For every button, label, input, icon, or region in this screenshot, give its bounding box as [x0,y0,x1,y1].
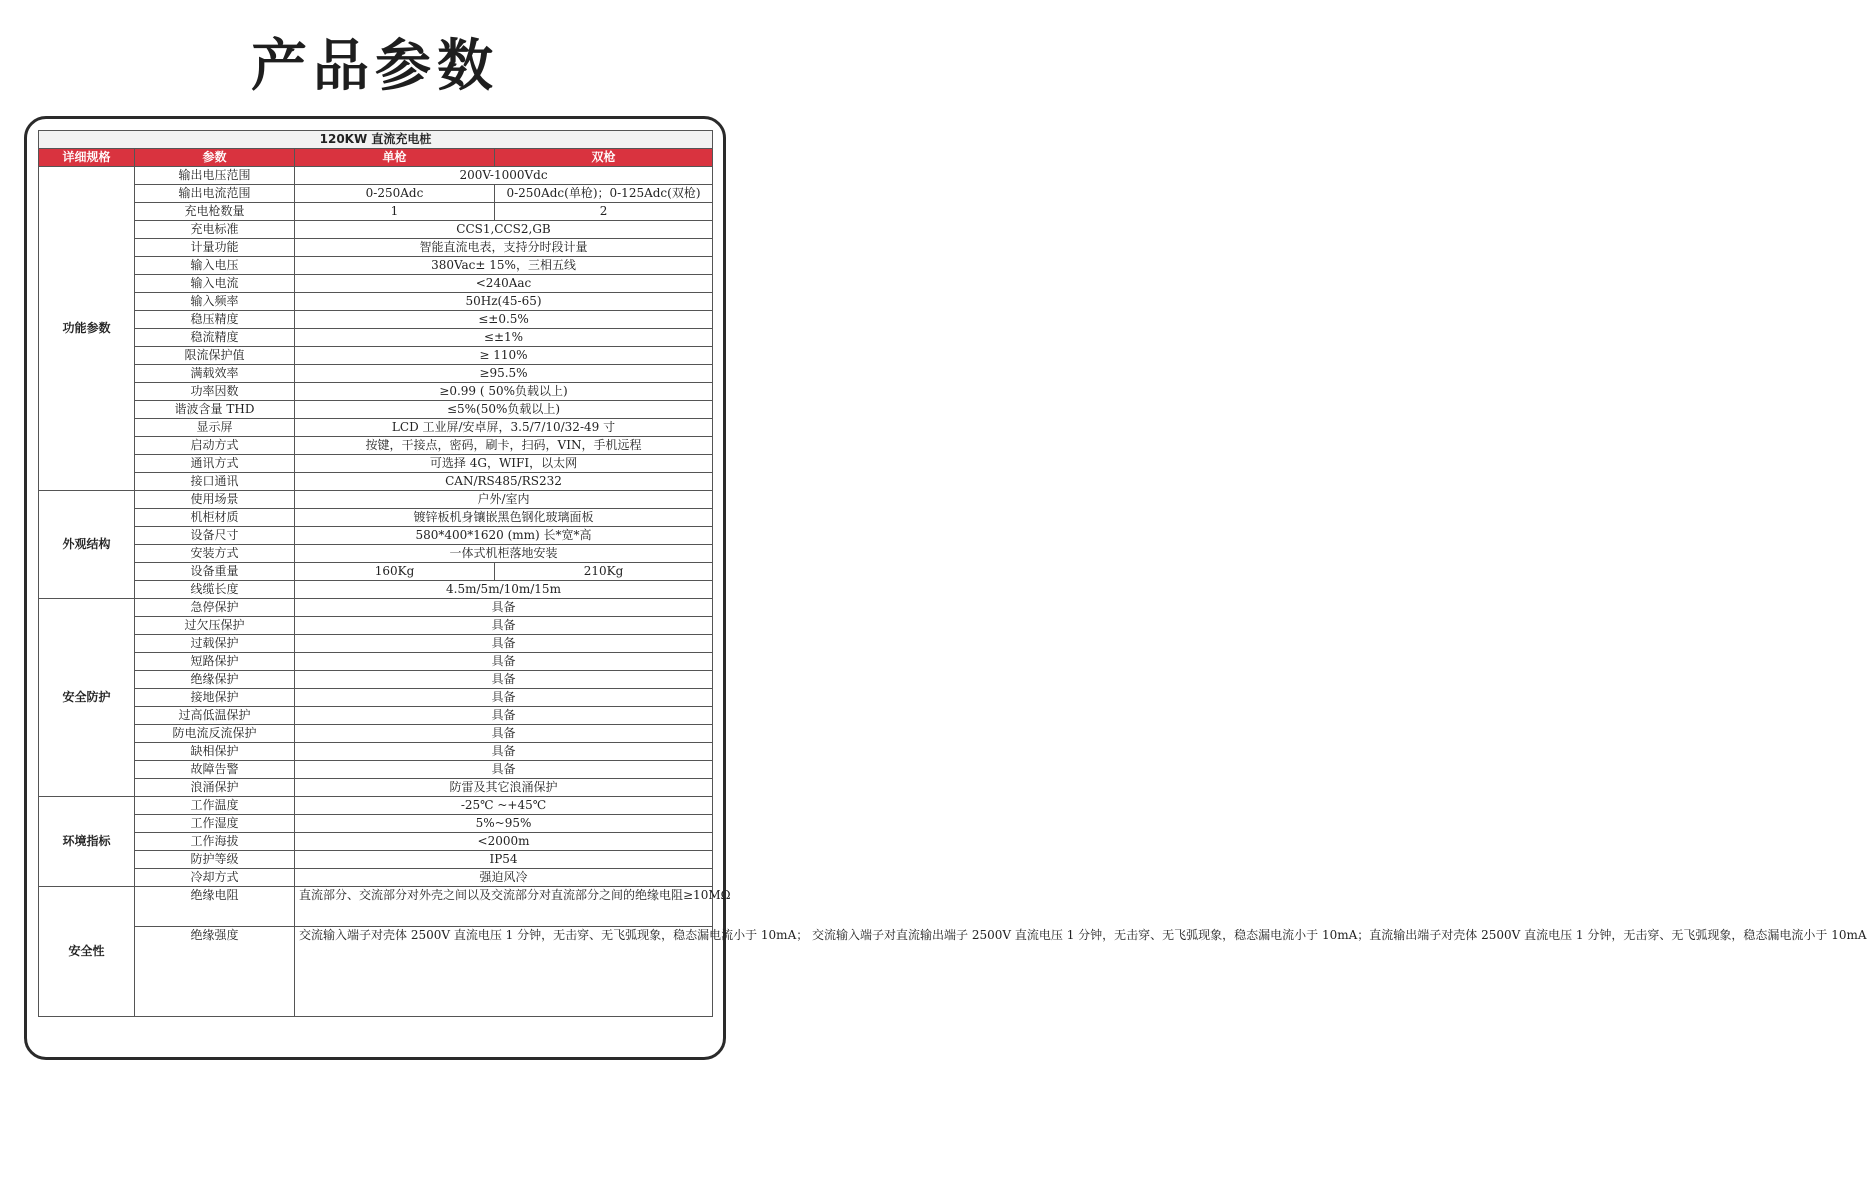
row-label: 谐波含量 THD [135,401,295,419]
row-value-single: 1 [295,203,495,221]
table-row [39,455,713,473]
row-label: 过载保护 [135,635,295,653]
table-row [39,581,713,599]
table-row [39,869,713,887]
row-label: 工作湿度 [135,815,295,833]
table-row [39,635,713,653]
row-value-dual: 0-250Adc(单枪)；0-125Adc(双枪) [495,185,713,203]
row-label: 缺相保护 [135,743,295,761]
table-row [39,761,713,779]
table-row [39,743,713,761]
table-row [39,779,713,797]
row-label: 设备重量 [135,563,295,581]
row-label: 过高低温保护 [135,707,295,725]
row-value: 防雷及其它浪涌保护 [295,779,713,797]
table-row [39,437,713,455]
table-row [39,599,713,617]
table-row [39,239,713,257]
row-value-dual: 210Kg [495,563,713,581]
row-label: 接地保护 [135,689,295,707]
row-label: 稳流精度 [135,329,295,347]
row-label: 满载效率 [135,365,295,383]
table-row [39,383,713,401]
row-value: 具备 [295,617,713,635]
table-row [39,275,713,293]
row-label: 输入频率 [135,293,295,311]
section-safety-performance: 安全性 [39,887,135,1017]
row-label: 线缆长度 [135,581,295,599]
row-value: ≤5%(50%负载以上) [295,401,713,419]
row-label: 功率因数 [135,383,295,401]
table-row [39,185,713,203]
row-value: 镀锌板机身镶嵌黑色钢化玻璃面板 [295,509,713,527]
row-value: 具备 [295,599,713,617]
row-value: 强迫风冷 [295,869,713,887]
header-detail: 详细规格 [39,149,135,167]
row-value: 580*400*1620 (mm) 长*宽*高 [295,527,713,545]
row-value: 交流输入端子对壳体 2500V 直流电压 1 分钟，无击穿、无飞弧现象，稳态漏电流小于 10mA； 交流输入端子对直流输出端子 2500V 直流电压 1 分钟，无击穿、无飞弧现象，稳态漏电流小于 10mA；直流输出端子对壳体 2500V 直流电压 1 分钟，无击穿、无飞弧现象，稳态漏电流小于 10mA [295,927,713,1017]
row-label: 过欠压保护 [135,617,295,635]
table-row [39,365,713,383]
row-label: 机柜材质 [135,509,295,527]
row-label: 防电流反流保护 [135,725,295,743]
row-label: 绝缘强度 [135,927,295,1017]
table-row [39,617,713,635]
row-label: 稳压精度 [135,311,295,329]
section-appearance: 外观结构 [39,491,135,599]
row-value: 50Hz(45-65) [295,293,713,311]
row-label: 急停保护 [135,599,295,617]
row-value: 一体式机柜落地安装 [295,545,713,563]
row-value: 可选择 4G，WIFI，以太网 [295,455,713,473]
row-value: CAN/RS485/RS232 [295,473,713,491]
section-environment: 环境指标 [39,797,135,887]
table-row [39,671,713,689]
row-label: 限流保护值 [135,347,295,365]
table-row [39,653,713,671]
row-value: 按键，干接点，密码，刷卡，扫码，VIN，手机远程 [295,437,713,455]
row-value-single: 160Kg [295,563,495,581]
row-value: 具备 [295,653,713,671]
row-value: ≥95.5% [295,365,713,383]
row-label: 启动方式 [135,437,295,455]
header-dual: 双枪 [495,149,713,167]
row-label: 显示屏 [135,419,295,437]
table-row [39,311,713,329]
row-value: 200V-1000Vdc [295,167,713,185]
table-row [39,815,713,833]
table-row [39,473,713,491]
table-row [39,257,713,275]
table-row [39,491,713,509]
row-label: 使用场景 [135,491,295,509]
row-value: ≤±0.5% [295,311,713,329]
row-label: 输入电压 [135,257,295,275]
row-value: 具备 [295,743,713,761]
section-function: 功能参数 [39,167,135,491]
table-row [39,545,713,563]
row-value: 380Vac± 15%，三相五线 [295,257,713,275]
row-label: 输入电流 [135,275,295,293]
row-label: 工作温度 [135,797,295,815]
row-value: 4.5m/5m/10m/15m [295,581,713,599]
row-label: 充电标准 [135,221,295,239]
table-row [39,401,713,419]
row-label: 故障告警 [135,761,295,779]
row-value: 具备 [295,707,713,725]
row-value: 具备 [295,761,713,779]
table-row [39,707,713,725]
row-value: CCS1,CCS2,GB [295,221,713,239]
row-label: 计量功能 [135,239,295,257]
row-label: 接口通讯 [135,473,295,491]
row-value: <2000m [295,833,713,851]
row-value: ≥ 110% [295,347,713,365]
table-row [39,167,713,185]
table-row [39,797,713,815]
row-value: 直流部分、交流部分对外壳之间以及交流部分对直流部分之间的绝缘电阻≥10MΩ [295,887,713,927]
row-value: ≥0.99 ( 50%负载以上) [295,383,713,401]
row-value: 具备 [295,671,713,689]
table-row [39,887,713,927]
table-row [39,927,713,1017]
row-value: IP54 [295,851,713,869]
table-row [39,329,713,347]
row-label: 短路保护 [135,653,295,671]
row-value: LCD 工业屏/安卓屏，3.5/7/10/32-49 寸 [295,419,713,437]
table-title: 120KW 直流充电桩 [39,131,713,149]
table-row [39,725,713,743]
row-label: 绝缘保护 [135,671,295,689]
table-row [39,563,713,581]
row-label: 输出电压范围 [135,167,295,185]
row-value: ≤±1% [295,329,713,347]
row-label: 防护等级 [135,851,295,869]
row-value: <240Aac [295,275,713,293]
section-safety: 安全防护 [39,599,135,797]
row-label: 通讯方式 [135,455,295,473]
row-value-dual: 2 [495,203,713,221]
table-row [39,509,713,527]
row-label: 安装方式 [135,545,295,563]
table-row [39,347,713,365]
row-value: 户外/室内 [295,491,713,509]
row-label: 浪涌保护 [135,779,295,797]
row-label: 绝缘电阻 [135,887,295,927]
page-title: 产品参数 [251,34,499,99]
spec-table [38,130,1867,1017]
table-row [39,689,713,707]
header-single: 单枪 [295,149,495,167]
table-row [39,293,713,311]
header-param: 参数 [135,149,295,167]
table-row [39,527,713,545]
row-label: 充电枪数量 [135,203,295,221]
row-label: 输出电流范围 [135,185,295,203]
row-value: 5%~95% [295,815,713,833]
row-value: 具备 [295,689,713,707]
table-row [39,833,713,851]
table-row [39,221,713,239]
table-row [39,203,713,221]
row-value: 智能直流电表，支持分时段计量 [295,239,713,257]
row-label: 工作海拔 [135,833,295,851]
header-row [39,149,713,167]
row-value: 具备 [295,725,713,743]
row-label: 冷却方式 [135,869,295,887]
table-row [39,419,713,437]
table-row [39,851,713,869]
row-value: -25℃ ~+45℃ [295,797,713,815]
row-value: 具备 [295,635,713,653]
row-label: 设备尺寸 [135,527,295,545]
row-value-single: 0-250Adc [295,185,495,203]
